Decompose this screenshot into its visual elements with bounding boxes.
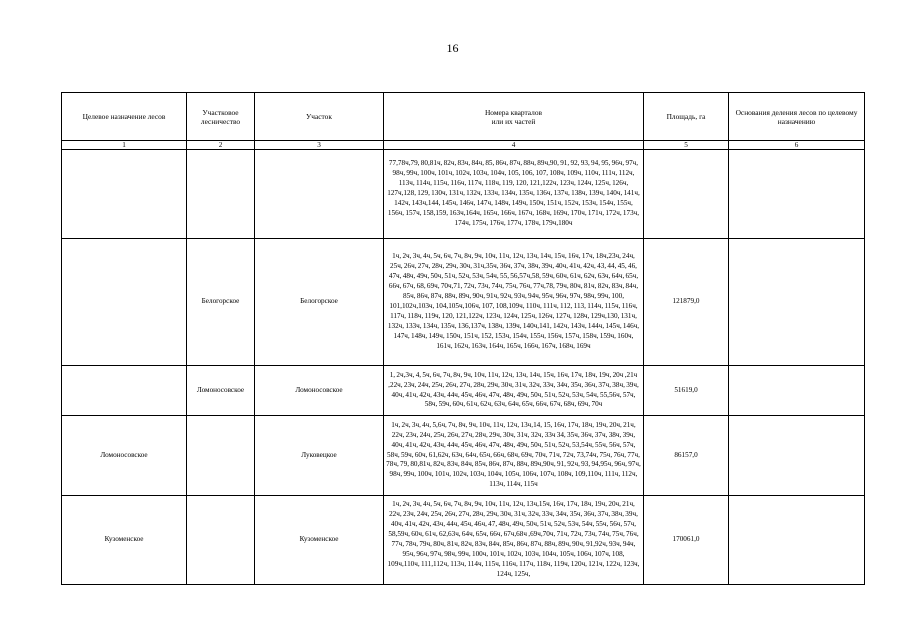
area-cell: 170061,0 [644, 496, 729, 585]
table-row [62, 416, 865, 496]
header-row [62, 93, 865, 141]
column-number: 5 [644, 141, 729, 150]
area-cell: 86157,0 [644, 416, 729, 496]
header-forestry: Участковое лесничество [187, 93, 255, 141]
site-cell: Луковецкое [255, 416, 384, 496]
site-cell: Кузоменское [255, 496, 384, 585]
quarters-cell: 1ч, 2ч, 3ч, 4ч, 5,6ч, 7ч, 8ч, 9ч, 10ч, 11ч, 12ч, 13ч,14, 15, 16ч, 17ч, 18ч, 19ч, 20ч, 21ч, 22ч, 23ч, 24ч, 25ч, 26ч, 27ч, 28ч, 29ч, 30ч, 31ч, 32ч, 33ч 34, 35ч, 36ч, 37ч, 38ч, 39ч, 40ч, 41ч, 42ч, 43ч, 44ч, 45ч, 46ч, 47ч, 48ч, 49ч, 50ч, 51ч, 52ч, 53,54ч, 55ч, 56ч, 57ч, 58ч, 59ч, 60ч, 61,62ч, 63ч, 64ч, 65ч, 66ч, 68ч, 69ч, 70ч, 71ч, 72ч, 73,74ч, 75ч, 76ч, 77ч, 78ч, 79, 80,81ч, 82ч, 83ч, 84ч, 85ч, 86ч, 87ч, 88ч, 89ч,90ч, 91, 92ч, 93, 94,95ч, 96ч, 97ч, 98ч, 99ч, 100ч, 101ч, 102ч, 103ч, 104ч, 105ч, 106ч, 107ч, 108ч, 109,110ч, 111ч, 112ч, 113ч, 114ч, 115ч [384, 416, 644, 496]
purpose-cell [62, 366, 187, 416]
quarters-cell: 1ч, 2ч, 3ч, 4ч, 5ч, 6ч, 7ч, 8ч, 9ч, 10ч, 11ч, 12ч, 13ч, 14ч, 15ч, 16ч, 17ч, 18ч,23ч, 24ч, 25ч, 26ч, 27ч, 28ч, 29ч, 30ч, 31ч,35ч, 36ч, 37ч, 38ч, 39ч, 40ч, 41ч, 42ч, 43, 44, 45, 46, 47ч, 48ч, 49ч, 50ч, 51ч, 52ч, 53ч, 54ч, 55, 56,57ч,58, 59ч, 60ч, 61ч, 62ч, 63ч, 64ч, 65ч, 66ч, 67ч, 68, 69ч, 70ч,71, 72ч, 73ч, 74ч, 75ч, 76ч, 77ч,78, 79ч, 80ч, 81ч, 82ч, 83ч, 84ч, 85ч, 86ч, 87ч, 88ч, 89ч, 90ч, 91ч, 92ч, 93ч, 94ч, 95ч, 96ч, 97ч, 98ч, 99ч, 100, 101,102ч,103ч, 104,105ч,106ч, 107, 108,109ч, 110ч, 111ч, 112, 113, 114ч, 115ч, 116ч, 117ч, 118ч, 119ч, 120, 121,122ч, 123ч, 124ч, 125ч, 126ч, 127ч, 128ч, 129ч,130, 131ч, 132ч, 133ч, 134ч, 135ч, 136,137ч, 138ч, 139ч, 140ч,141, 142ч, 143ч, 144ч, 145ч, 146ч, 147ч, 148ч, 149ч, 150ч, 151ч, 152, 153ч, 154ч, 155ч, 156ч, 157ч, 158ч, 159ч, 160ч, 161ч, 162ч, 163ч, 164ч, 165ч, 166ч, 167ч, 168ч, 169ч [384, 239, 644, 366]
header-quarters: Номера кварталов или их частей [384, 93, 644, 141]
forestry-cell [187, 150, 255, 239]
quarters-cell: 1ч, 2ч, 3ч, 4ч, 5ч, 6ч, 7ч, 8ч, 9ч, 10ч, 11ч, 12ч, 13ч,15ч, 16ч, 17ч, 18ч, 19ч, 20ч, 21ч, 22ч, 23ч, 24ч, 25ч, 26ч, 27ч, 28ч, 29ч, 30ч, 31ч, 32ч, 33ч, 34ч, 35ч, 36ч, 37ч, 38ч, 39ч, 40ч, 41ч, 42ч, 43ч, 44ч, 45ч, 46ч, 47, 48ч, 49ч, 50ч, 51ч, 52ч, 53ч, 54ч, 55ч, 56ч, 57ч, 58,59ч, 60ч, 61ч, 62,63ч, 64ч, 65ч, 66ч, 67ч,68ч ,69ч,70ч, 71ч, 72ч, 73ч, 74ч, 75ч, 76ч, 77ч, 78ч, 79ч, 80ч, 81ч, 82ч, 83ч, 84ч, 85ч, 86ч, 87ч, 88ч, 89ч, 90ч, 91,92ч, 93ч, 94ч, 95ч, 96ч, 97ч, 98ч, 99ч, 100ч, 101ч, 102ч, 103ч, 104ч, 105ч, 106ч, 107ч, 108, 109ч,110ч, 111,112ч, 113ч, 114ч, 115ч, 116ч, 117ч, 118ч, 119ч, 120ч, 121ч, 122ч, 123ч, 124ч, 125ч, [384, 496, 644, 585]
table-row [62, 496, 865, 585]
column-number: 1 [62, 141, 187, 150]
basis-cell [729, 239, 865, 366]
forestry-cell: Белогорское [187, 239, 255, 366]
table-row [62, 366, 865, 416]
forest-purpose-table [61, 92, 865, 585]
page-number: 16 [446, 41, 459, 55]
forestry-cell [187, 416, 255, 496]
column-number: 6 [729, 141, 865, 150]
header-basis: Основания деления лесов по целевому назначению [729, 93, 865, 141]
header-area: Площадь, га [644, 93, 729, 141]
basis-cell [729, 416, 865, 496]
area-cell: 121879,0 [644, 239, 729, 366]
column-numbers-row [62, 141, 865, 150]
basis-cell [729, 496, 865, 585]
quarters-cell: 1, 2ч,3ч, 4, 5ч, 6ч, 7ч, 8ч, 9ч, 10ч, 11ч, 12ч, 13ч, 14ч, 15ч, 16ч, 17ч, 18ч, 19ч, 20ч ,21ч ,22ч, 23ч, 24ч, 25ч, 26ч, 27ч, 28ч, 29ч, 30ч, 31ч, 32ч, 33ч, 34ч, 35ч, 36ч, 37ч, 38ч, 39ч, 40ч, 41ч, 42ч, 43ч, 44ч, 45ч, 46ч, 47ч, 48ч, 49ч, 50ч, 51ч, 52ч, 53ч, 54ч, 55,56ч, 57ч, 58ч, 59ч, 60ч, 61ч, 62ч, 63ч, 64ч, 65ч, 66ч, 67ч, 68ч, 69ч, 70ч [384, 366, 644, 416]
column-number: 3 [255, 141, 384, 150]
table-row [62, 150, 865, 239]
area-cell [644, 150, 729, 239]
purpose-cell: Ломоносовское [62, 416, 187, 496]
header-site: Участок [255, 93, 384, 141]
column-number: 2 [187, 141, 255, 150]
forestry-cell [187, 496, 255, 585]
quarters-cell: 77,78ч,79, 80,81ч, 82ч, 83ч, 84ч, 85, 86ч, 87ч, 88ч, 89ч,90, 91, 92, 93, 94, 95, 96ч, 97ч, 98ч, 99ч, 100ч, 101ч, 102ч, 103ч, 104ч, 105, 106, 107, 108ч, 109ч, 110ч, 111ч, 112ч, 113ч, 114ч, 115ч, 116ч, 117ч, 118ч, 119, 120, 121,122ч, 123ч, 124ч, 125ч, 126ч, 127ч,128, 129, 130ч, 131ч, 132ч, 133ч, 134ч, 135ч, 136ч, 137ч, 138ч, 139ч, 140ч, 141ч, 142ч, 143ч,144, 145ч, 146ч, 147ч, 148ч, 149ч, 150ч, 151ч, 152ч, 153ч, 154ч, 155ч, 156ч, 157ч, 158,159, 163ч,164ч, 165ч, 166ч, 167ч, 168ч, 169ч, 170ч, 171ч, 172ч, 173ч, 174ч, 175ч, 176ч, 177ч, 178ч, 179ч,180ч [384, 150, 644, 239]
column-number: 4 [384, 141, 644, 150]
site-cell: Ломоносовское [255, 366, 384, 416]
site-cell [255, 150, 384, 239]
table-row [62, 239, 865, 366]
forestry-cell: Ломоносовское [187, 366, 255, 416]
basis-cell [729, 366, 865, 416]
area-cell: 51619,0 [644, 366, 729, 416]
header-purpose: Целевое назначение лесов [62, 93, 187, 141]
purpose-cell: Кузоменское [62, 496, 187, 585]
purpose-cell [62, 150, 187, 239]
basis-cell [729, 150, 865, 239]
site-cell: Белогорское [255, 239, 384, 366]
purpose-cell [62, 239, 187, 366]
